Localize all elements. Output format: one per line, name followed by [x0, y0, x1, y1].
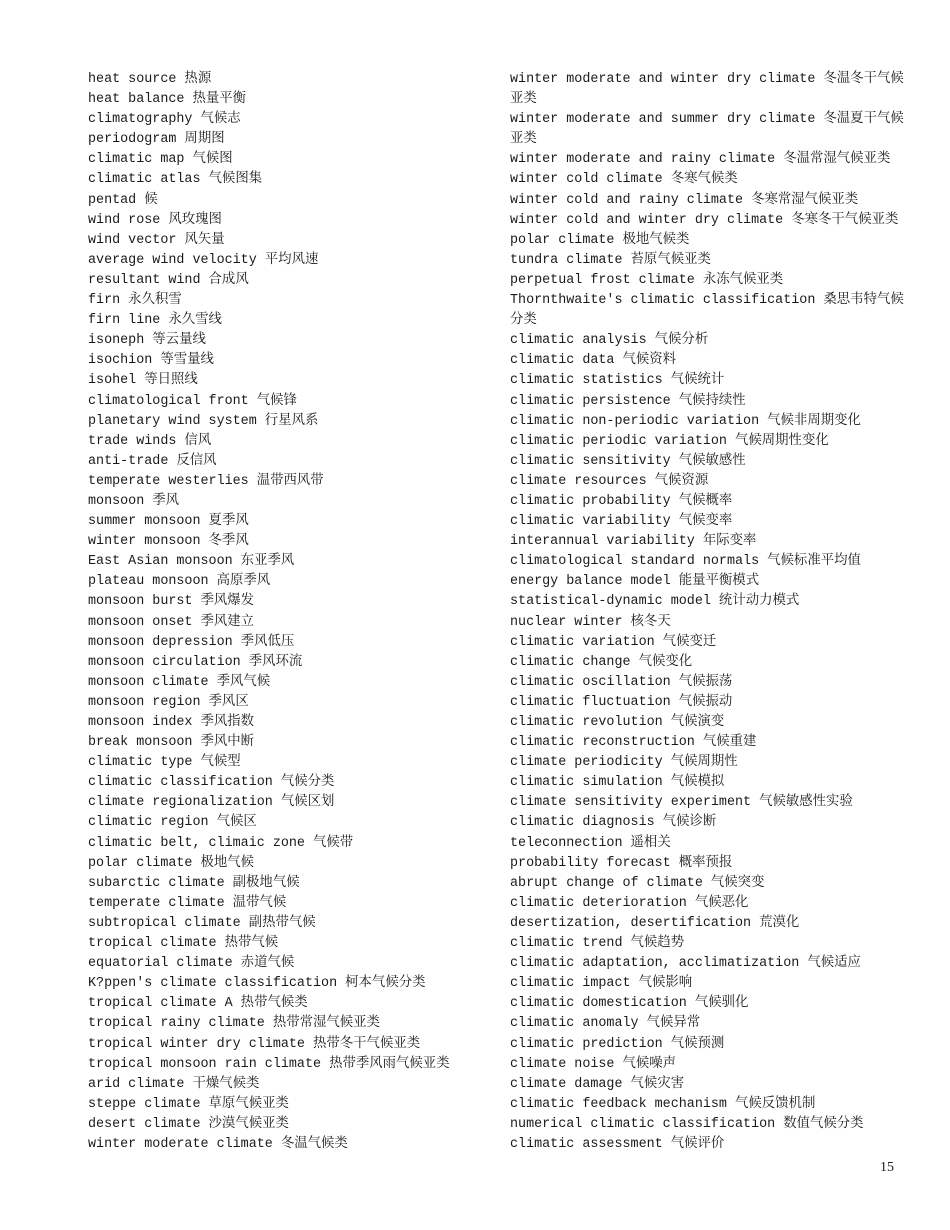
glossary-entry: climatic anomaly 气候异常: [510, 1016, 701, 1032]
glossary-entry: winter cold and rainy climate 冬寒常湿气候亚类: [510, 192, 859, 208]
glossary-entry: climatic type 气候型: [88, 755, 241, 771]
glossary-entry: climatic probability 气候概率: [510, 493, 733, 509]
glossary-entry: climatic deterioration 气候恶化: [510, 895, 749, 911]
glossary-entry: tropical climate 热带气候: [88, 936, 279, 952]
glossary-entry: climatic variability 气候变率: [510, 514, 733, 530]
glossary-entry: climatic revolution 气候演变: [510, 715, 725, 730]
glossary-entry: numerical climatic classification 数值气候分类: [510, 1116, 864, 1132]
glossary-entry: polar climate 极地气候: [88, 855, 255, 871]
glossary-entry: winter moderate and winter dry climate 冬温冬干气候亚类: [510, 72, 904, 108]
glossary-entry: heat source 热源: [88, 72, 212, 87]
glossary-entry: break monsoon 季风中断: [88, 735, 255, 751]
glossary-entry: pentad 候: [88, 192, 158, 208]
glossary-entry: climatography 气候志: [88, 112, 241, 128]
glossary-entry: polar climate 极地气候类: [510, 232, 690, 248]
glossary-entry: monsoon climate 季风气候: [88, 674, 271, 690]
glossary-entry: climatic periodic variation 气候周期性变化: [510, 433, 829, 449]
glossary-entry: periodogram 周期图: [88, 132, 225, 148]
glossary-entry: climatic impact 气候影响: [510, 976, 693, 992]
glossary-entry: monsoon depression 季风低压: [88, 634, 295, 650]
glossary-entry: monsoon 季风: [88, 493, 180, 509]
glossary-entry: monsoon index 季风指数: [88, 715, 255, 730]
glossary-entry: probability forecast 概率预报: [510, 855, 733, 871]
glossary-entry: winter moderate and rainy climate 冬温常湿气候亚类: [510, 152, 891, 168]
glossary-entry: summer monsoon 夏季风: [88, 514, 249, 530]
glossary-entry: climatic map 气候图: [88, 152, 233, 168]
glossary-entry: climatological front 气候锋: [88, 393, 297, 409]
glossary-entry: climatic change 气候变化: [510, 654, 693, 670]
glossary-entry: tropical monsoon rain climate 热带季风雨气候亚类: [88, 1056, 450, 1072]
glossary-entry: wind vector 风矢量: [88, 232, 225, 248]
glossary-entry: climatic persistence 气候持续性: [510, 393, 746, 409]
glossary-entry: climate regionalization 气候区划: [88, 795, 335, 811]
glossary-entry: K?ppen's climate classification 柯本气候分类: [88, 976, 426, 992]
left-column: [88, 70, 483, 1155]
glossary-entry: Thornthwaite's climatic classification 桑思韦特气候分类: [510, 293, 904, 329]
glossary-entry: energy balance model 能量平衡模式: [510, 574, 760, 590]
glossary-entry: temperate westerlies 温带西风带: [88, 473, 324, 489]
glossary-entry: monsoon onset 季风建立: [88, 614, 255, 630]
glossary-entry: climatic non-periodic variation 气候非周期变化: [510, 413, 861, 429]
glossary-entry: climatic analysis 气候分析: [510, 333, 709, 349]
glossary-entry: nuclear winter 核冬天: [510, 614, 671, 630]
glossary-entry: monsoon burst 季风爆发: [88, 594, 255, 610]
glossary-entry: isohel 等日照线: [88, 373, 198, 389]
glossary-entry: tropical winter dry climate 热带冬干气候亚类: [88, 1036, 421, 1052]
glossary-entry: plateau monsoon 高原季风: [88, 574, 271, 590]
glossary-entry: perpetual frost climate 永冻气候亚类: [510, 272, 784, 288]
right-column: [510, 70, 905, 1155]
glossary-entry: winter monsoon 冬季风: [88, 534, 249, 550]
glossary-entry: climatic statistics 气候统计: [510, 373, 725, 389]
glossary-entry: heat balance 热量平衡: [88, 92, 247, 108]
glossary-entry: isochion 等雪量线: [88, 353, 214, 369]
glossary-entry: desert climate 沙漠气候亚类: [88, 1116, 289, 1132]
glossary-entry: firn line 永久雪线: [88, 313, 222, 329]
glossary-entry: statistical-dynamic model 统计动力模式: [510, 594, 800, 610]
page-number: 15: [880, 1160, 894, 1175]
glossary-entry: climatic domestication 气候驯化: [510, 996, 749, 1012]
glossary-entry: tropical rainy climate 热带常湿气候亚类: [88, 1016, 380, 1032]
glossary-entry: monsoon region 季风区: [88, 694, 249, 710]
glossary-entry: interannual variability 年际变率: [510, 534, 757, 550]
glossary-entry: climate sensitivity experiment 气候敏感性实验: [510, 795, 853, 811]
glossary-entry: tundra climate 苔原气候亚类: [510, 252, 711, 268]
glossary-entry: anti-trade 反信风: [88, 453, 217, 469]
glossary-entry: monsoon circulation 季风环流: [88, 654, 303, 670]
glossary-entry: climatic belt, climaic zone 气候带: [88, 835, 354, 851]
glossary-entry: average wind velocity 平均风速: [88, 252, 319, 268]
glossary-entry: wind rose 风玫瑰图: [88, 212, 222, 228]
glossary-entry: climatic data 气候资料: [510, 353, 677, 369]
glossary-entry: climatic sensitivity 气候敏感性: [510, 453, 746, 469]
glossary-entry: firn 永久积雪: [88, 293, 182, 309]
glossary-entry: winter cold and winter dry climate 冬寒冬干气候亚类: [510, 212, 899, 228]
glossary-entry: climatic trend 气候趋势: [510, 936, 685, 952]
glossary-entry: climatic fluctuation 气候振动: [510, 694, 733, 710]
glossary-entry: desertization, desertification 荒漠化: [510, 915, 800, 931]
glossary-entry: climatic diagnosis 气候诊断: [510, 815, 717, 831]
glossary-entry: climatic adaptation, acclimatization 气候适应: [510, 956, 861, 972]
glossary-entry: temperate climate 温带气候: [88, 895, 287, 911]
glossary-entry: climate damage 气候灾害: [510, 1076, 685, 1092]
glossary-entry: resultant wind 合成风: [88, 272, 249, 288]
glossary-entry: climatic oscillation 气候振荡: [510, 674, 733, 690]
glossary-entry: climatic assessment 气候评价: [510, 1136, 725, 1152]
glossary-entry: winter moderate and summer dry climate 冬温夏干气候亚类: [510, 112, 904, 148]
glossary-entry: winter cold climate 冬寒气候类: [510, 172, 738, 188]
glossary-entry: climatic region 气候区: [88, 815, 257, 831]
glossary-entry: subarctic climate 副极地气候: [88, 875, 300, 891]
glossary-entry: climate periodicity 气候周期性: [510, 755, 738, 771]
glossary-entry: climatic prediction 气候预测: [510, 1036, 725, 1052]
glossary-entry: tropical climate A 热带气候类: [88, 996, 308, 1012]
glossary-entry: planetary wind system 行星风系: [88, 413, 319, 429]
glossary-entry: climate noise 气候噪声: [510, 1056, 677, 1072]
glossary-entry: climatic reconstruction 气候重建: [510, 735, 757, 751]
glossary-entry: isoneph 等云量线: [88, 333, 206, 349]
glossary-entry: arid climate 干燥气候类: [88, 1076, 260, 1092]
glossary-entry: climatic variation 气候变迁: [510, 634, 717, 650]
glossary-entry: steppe climate 草原气候亚类: [88, 1096, 289, 1112]
glossary-entry: climatic atlas 气候图集: [88, 172, 263, 188]
glossary-entry: climatological standard normals 气候标准平均值: [510, 554, 861, 570]
glossary-entry: climatic classification 气候分类: [88, 775, 335, 791]
glossary-entry: trade winds 信风: [88, 433, 212, 449]
glossary-entry: subtropical climate 副热带气候: [88, 915, 316, 931]
glossary-entry: climatic simulation 气候模拟: [510, 775, 725, 791]
glossary-entry: climate resources 气候资源: [510, 473, 709, 489]
glossary-entry: teleconnection 遥相关: [510, 835, 671, 851]
glossary-entry: winter moderate climate 冬温气候类: [88, 1136, 348, 1152]
glossary-entry: abrupt change of climate 气候突变: [510, 875, 765, 891]
glossary-entry: East Asian monsoon 东亚季风: [88, 554, 295, 570]
glossary-entry: climatic feedback mechanism 气候反馈机制: [510, 1096, 816, 1112]
glossary-entry: equatorial climate 赤道气候: [88, 956, 295, 972]
